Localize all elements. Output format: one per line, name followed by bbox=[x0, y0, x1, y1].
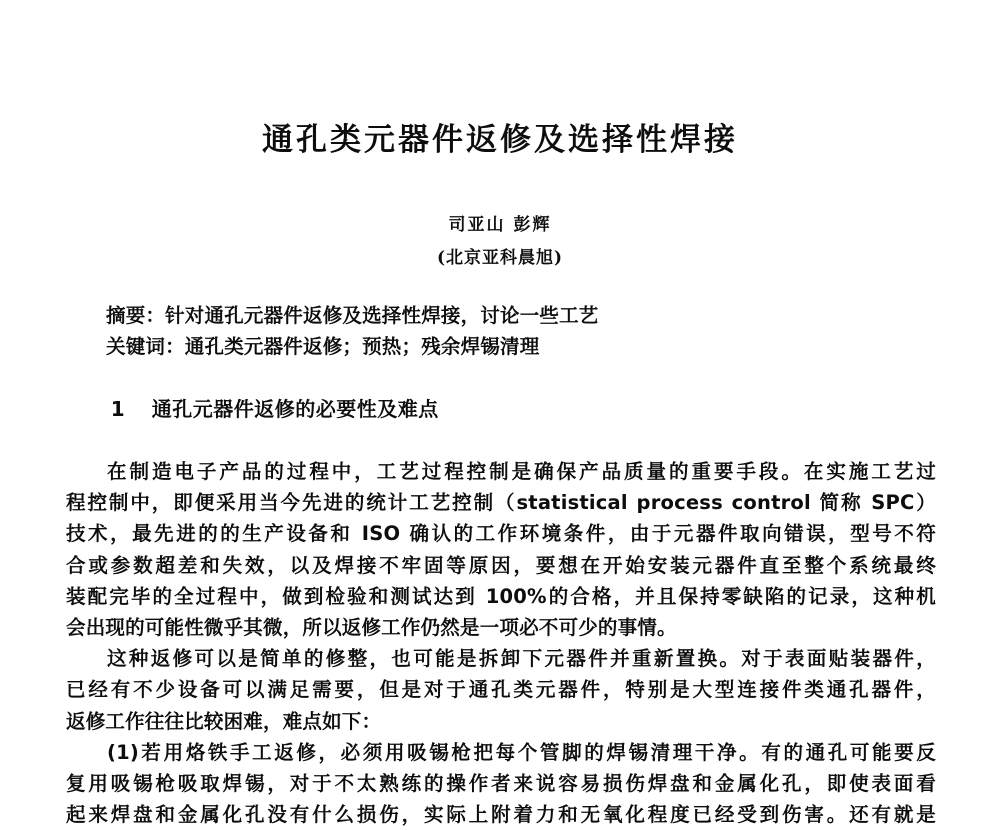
author-affiliation: (北京亚科晨旭) bbox=[436, 248, 564, 268]
keywords-line: 关键词：通孔类元器件返修；预热；残余焊锡清理 bbox=[106, 335, 540, 359]
page-title: 通孔类元器件返修及选择性焊接 bbox=[262, 122, 738, 158]
paragraph-line: 技术，最先进的的生产设备和 ISO 确认的工作环境条件，由于元器件取向错误，型号不符 bbox=[66, 522, 936, 546]
section-number: 1 bbox=[110, 396, 126, 421]
body-text-block bbox=[66, 300, 936, 830]
paragraph-line: 返修工作往往比较困难，难点如下： bbox=[66, 709, 382, 733]
paragraph-line: 会出现的可能性微乎其微，所以返修工作仍然是一项必不可少的事情。 bbox=[66, 616, 677, 640]
paragraph-line: 这种返修可以是简单的修整，也可能是拆卸下元器件并重新置换。对于表面贴装器件， bbox=[107, 647, 936, 671]
section-heading bbox=[66, 362, 936, 456]
section-heading-text: 通孔元器件返修的必要性及难点 bbox=[151, 396, 439, 421]
abstract-line: 摘要：针对通孔元器件返修及选择性焊接，讨论一些工艺 bbox=[106, 304, 599, 327]
paragraph-line: 在制造电子产品的过程中，工艺过程控制是确保产品质量的重要手段。在实施工艺过 bbox=[107, 460, 936, 484]
paragraph-line: 已经有不少设备可以满足需要，但是对于通孔类元器件，特别是大型连接件类通孔器件， bbox=[66, 678, 936, 702]
paragraph-line: 复用吸锡枪吸取焊锡，对于不太熟练的操作者来说容易损伤焊盘和金属化孔，即使表面看 bbox=[66, 772, 936, 796]
paragraph-line: 程控制中，即便采用当今先进的统计工艺控制（statistical process control 简称 SPC） bbox=[66, 491, 936, 515]
paragraph-line: 起来焊盘和金属化孔没有什么损伤，实际上附着力和无氧化程度已经受到伤害。还有就是 bbox=[66, 803, 936, 827]
author-list: 司亚山 彭辉 bbox=[448, 215, 552, 235]
paragraph-line: 装配完毕的全过程中，做到检验和测试达到 100%的合格，并且保持零缺陷的记录，这种机 bbox=[66, 584, 936, 608]
paragraph-line: (1)若用烙铁手工返修，必须用吸锡枪把每个管脚的焊锡清理干净。有的通孔可能要反 bbox=[107, 740, 936, 764]
paragraph-line: 合或参数超差和失效，以及焊接不牢固等原因，要想在开始安装元器件直至整个系统最终 bbox=[66, 553, 936, 577]
